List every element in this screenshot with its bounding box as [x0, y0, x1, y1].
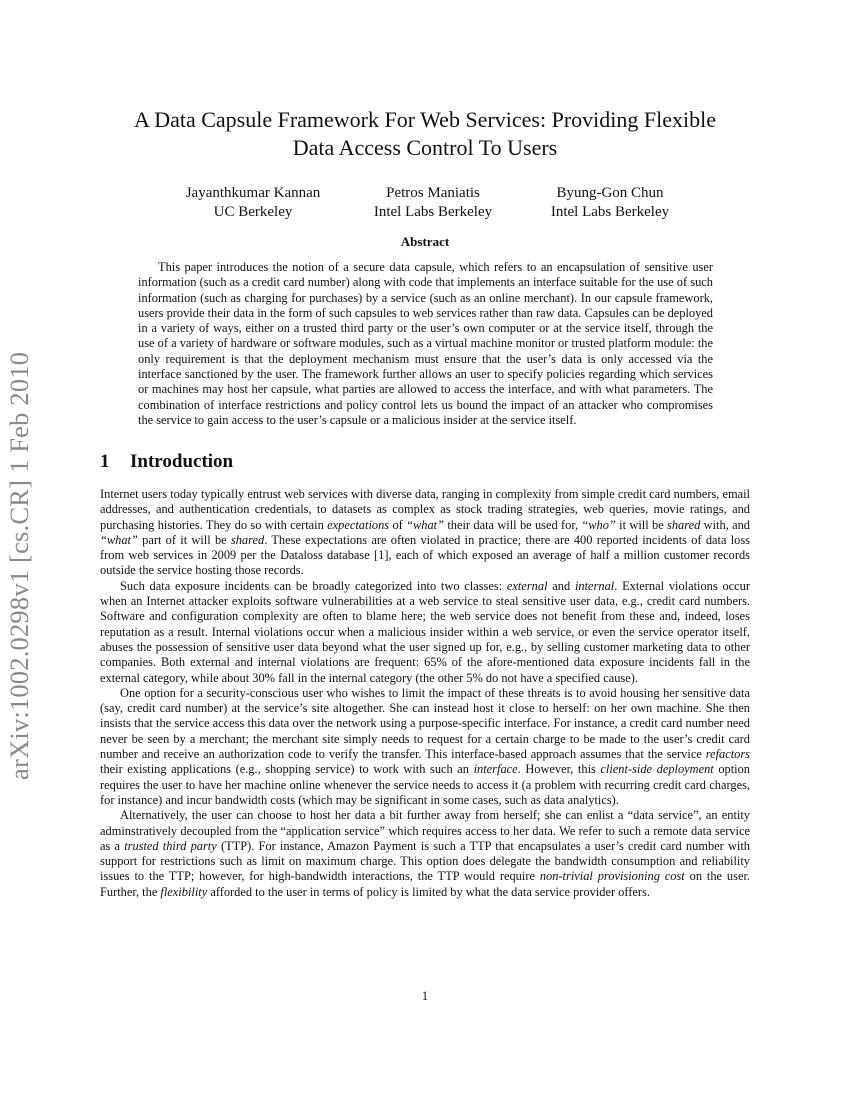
text-run: One option for a security-conscious user who wishes to limit the impact of these threats is to avoid housing her sensitive data (say, credit card number) at the service’s site altogether. She can instead host it close to herself: on her own machine. She then insists that the service access this data over the network using a purpose-specific interface. For instance, a credit card number need never be seen by a merchant; the merchant site simply needs to request for a certain charge to be made to the user’s credit card number and receive an authorization code to verify the transfer. This interface-based approach assumes that the service [100, 685, 750, 762]
author-3 [530, 184, 690, 222]
paragraph-3 [100, 686, 750, 808]
emphasis: shared [230, 532, 265, 547]
emphasis: expectations [327, 517, 390, 532]
title-line-1: A Data Capsule Framework For Web Services: Providing Flexible [134, 107, 716, 132]
text-run: Internet users today typically entrust web services with diverse data, ranging in complexity from simple credit card numbers, email addresses, and authentication credentials, to datasets as complex as stock trading strategies, web queries, movie ratings, and purchasing histories. They do so with certain [100, 487, 750, 532]
text-run: of [389, 517, 407, 532]
author-block [100, 184, 750, 224]
author-2 [353, 184, 513, 222]
section-heading [100, 451, 233, 473]
text-run: . These expectations are often violated in practice; there are 400 reported incidents of data loss from web services in 2009 per the Dataloss database [1], each of which exposed an average of half a million customer records outside the service hosting those records. [100, 532, 750, 578]
author-name: Byung-Gon Chun [556, 185, 664, 201]
paper-title [100, 106, 750, 162]
text-run: option requires the user to have her machine online whenever the service needs to access it (a problem with recurring credit card charges, for instance) and incur bandwidth costs (which may be significant in some cases, such as data analytics). [100, 762, 750, 807]
emphasis: external [506, 578, 548, 593]
text-run: afforded to the user in terms of policy is limited by what the data service provider offers. [207, 884, 650, 899]
emphasis: flexibility [160, 884, 208, 899]
section-title: Introduction [130, 451, 234, 472]
title-line-2: Data Access Control To Users [292, 135, 558, 160]
emphasis: “who” [581, 517, 616, 532]
author-affiliation: UC Berkeley [213, 204, 293, 220]
text-run: their data will be used for, [444, 517, 582, 532]
text-run: Such data exposure incidents can be broadly categorized into two classes: [120, 578, 507, 593]
emphasis: internal [574, 578, 615, 593]
author-1 [173, 184, 333, 222]
author-affiliation: Intel Labs Berkeley [550, 204, 670, 220]
text-run: and [547, 578, 575, 593]
text-run: Alternatively, the user can choose to host her data a bit further away from herself; she can enlist a “data service”, an entity adminstratively decoupled from the “application service” which requires access to her data. We refer to such a remote data service as a [100, 808, 750, 853]
emphasis: “what” [100, 532, 138, 547]
paragraph-4 [100, 808, 750, 900]
section-number: 1 [100, 451, 110, 472]
emphasis: client-side deployment [600, 762, 714, 777]
emphasis: shared [667, 517, 701, 532]
author-affiliation: Intel Labs Berkeley [373, 204, 493, 220]
page-number: 1 [421, 989, 429, 1003]
text-run: . However, this [517, 762, 601, 777]
text-run: with, and [700, 517, 750, 532]
paragraph-2 [100, 579, 750, 686]
text-run: . External violations occur when an Internet attacker exploits software vulnerabilities at a web service to steal sensitive user data, e.g., credit card numbers. Software and configuration complexity are often to blame here; the web service does not benefit from these and, indeed, loses reputation as a result. Internal violations occur when a malicious insider within a web service, or even the service operator itself, abuses the possession of sensitive user data beyond what the user signed up for, e.g., by selling customer marketing data to other companies. Both external and internal violations are frequent: 65% of the afore-mentioned data exposure incidents fall in the external category, while about 30% fall in the internal category (the other 5% do not have a specified cause). [100, 578, 750, 685]
abstract-text: This paper introduces the notion of a secure data capsule, which refers to an encapsulation of sensitive user information (such as a credit card number) along with code that implements an interface suitable for the use of such information (such as charging for purchases) by a service (such as an online merchant). In our capsule framework, users provide their data in the form of such capsules to web services rather than raw data. Capsules can be deployed in a variety of ways, either on a trusted third party or the user’s own computer or at the service itself, through the use of a variety of hardware or software modules, such as a virtual machine monitor or trusted platform module: the only requirement is that the deployment mechanism must ensure that the user’s data is only accessed via the interface sanctioned by the user. The framework further allows an user to specify policies regarding which services or machines may host her capsule, what parties are allowed to access the interface, and with what parameters. The combination of interface restrictions and policy control lets us bound the impact of an attacker who compromises the service to gain access to the user’s capsule or a malicious insider at the service itself. [138, 260, 713, 427]
text-run: part of it will be [137, 532, 231, 547]
emphasis: refactors [705, 747, 750, 762]
emphasis: non-trivial provisioning cost [539, 869, 685, 884]
paragraph-1 [100, 487, 750, 579]
author-name: Jayanthkumar Kannan [185, 185, 321, 201]
text-run: it will be [615, 517, 668, 532]
arxiv-stamp: arXiv:1002.0298v1 [cs.CR] 1 Feb 2010 [4, 351, 34, 780]
emphasis: trusted third party [124, 838, 217, 853]
author-name: Petros Maniatis [386, 185, 480, 201]
text-run: on the user. Further, the [100, 869, 750, 899]
abstract-heading: Abstract [400, 234, 450, 249]
emphasis: “what” [406, 517, 444, 532]
emphasis: interface [473, 762, 518, 777]
text-run: their existing applications (e.g., shopping service) to work with such an [100, 762, 474, 777]
text-run: (TTP). For instance, Amazon Payment is such a TTP that encapsulates a user’s credit card number with support for restrictions such as limit on maximum charge. This option does delegate the bandwidth consumption and reliability issues to the TTP; however, for high-bandwidth interactions, the TTP would require [100, 838, 750, 884]
body-text [100, 487, 750, 900]
